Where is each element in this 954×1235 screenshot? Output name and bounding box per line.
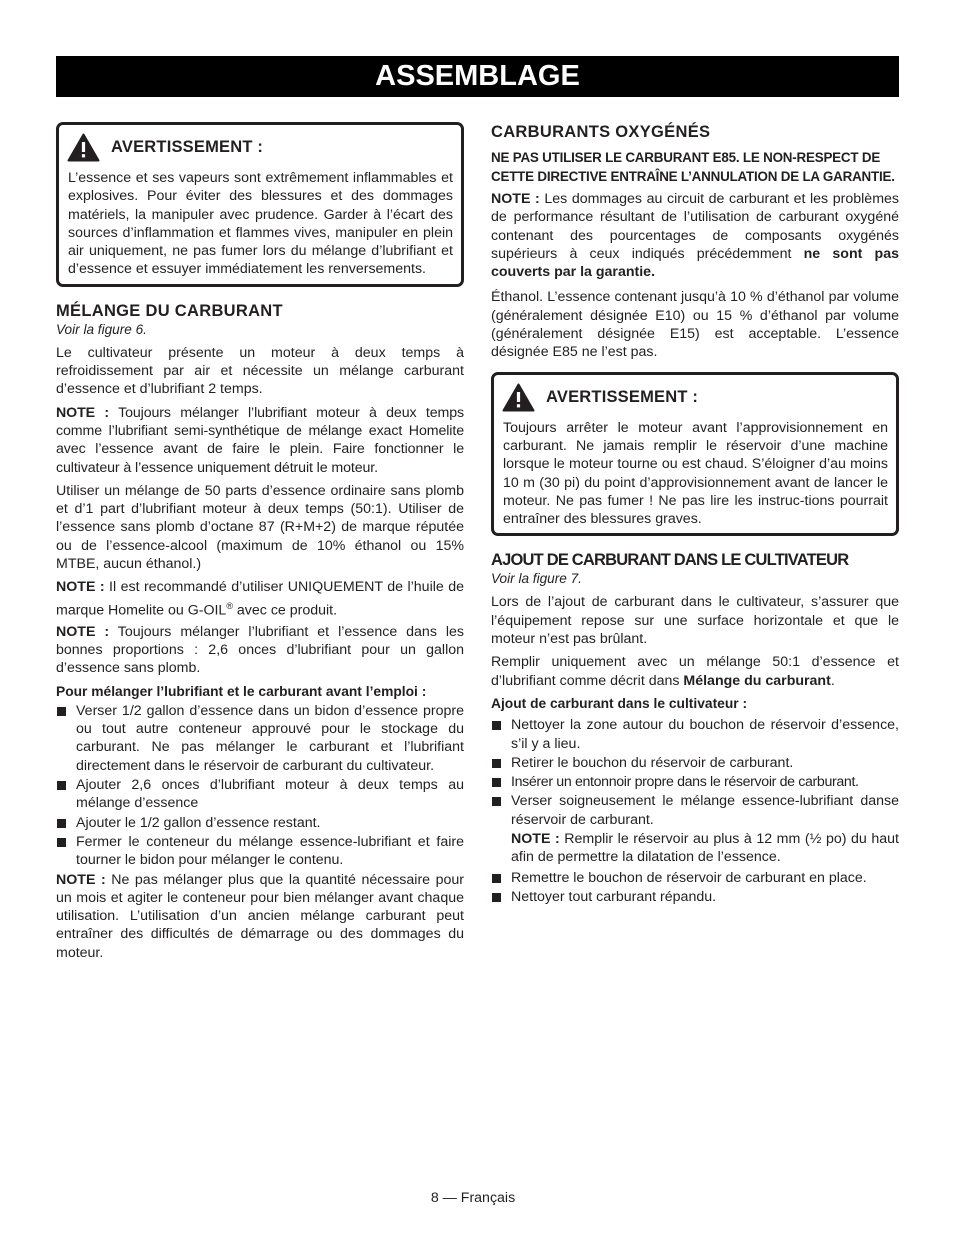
note-text: avec ce produit.	[232, 602, 338, 619]
bullet-square-icon	[57, 838, 66, 847]
warning-title: AVERTISSEMENT :	[111, 138, 264, 157]
section-heading-ajout: AJOUT DE CARBURANT DANS LE CULTIVATEUR	[491, 551, 849, 570]
section-reference: Mélange du carburant	[683, 672, 831, 689]
bullet-square-icon	[492, 797, 501, 806]
warning-title: AVERTISSEMENT :	[546, 388, 699, 407]
note-paragraph	[56, 871, 464, 962]
registered-mark: ®	[226, 600, 233, 611]
bullet-square-icon	[57, 819, 66, 828]
list-item-text: Retirer le bouchon du réservoir de carburant.	[511, 754, 794, 771]
inline-note	[491, 830, 899, 867]
bullet-square-icon	[57, 707, 66, 716]
list-item-text: Ajouter le 1/2 gallon d’essence restant.	[76, 814, 321, 831]
note-label: NOTE :	[511, 831, 560, 848]
note-text: Toujours mélanger l’lubrifiant moteur à deux temps comme l’lubrifiant semi-synthétique de mélange exact Homelite avec l’essence avant de faire le plein. Faire fonctionner le cultivateur à l’essence uniquement détruit le moteur.	[56, 404, 464, 476]
list-item	[56, 814, 464, 832]
steps-list	[491, 869, 899, 907]
paragraph: Le cultivateur présente un moteur à deux temps à refroidissement par air et nécessite un mélange carburant d’essence et d’lubrifiant 2 temps.	[56, 344, 464, 398]
list-item	[491, 716, 899, 753]
note-label: NOTE :	[56, 579, 105, 596]
warning-box-fuel	[56, 122, 464, 287]
warning-text: Toujours arrêter le moteur avant l’approvisionnement en carburant. Ne jamais remplir le réservoir d’une machine lorsque le moteur tourne ou est chaud. S’éloigner d’au moins 10 m (30 pi) du point d’approvisionnement avant de lancer le moteur. Ne pas fumer ! Ne pas lire les instruc-tions pourrait entraîner des blessures graves.	[503, 419, 888, 528]
page-title: ASSEMBLAGE	[56, 56, 899, 97]
list-item-text: Remettre le bouchon de réservoir de carburant en place.	[511, 869, 867, 886]
note-paragraph	[491, 190, 899, 281]
list-item-text: Verser soigneusement le mélange essence-lubrifiant danse réservoir de carburant.	[511, 793, 899, 828]
note-label: NOTE :	[491, 191, 540, 207]
list-item	[56, 776, 464, 813]
note-text: Toujours mélanger l’lubrifiant et l’essence dans les bonnes proportions : 2,6 onces d’lubrifiant pour un gallon d’essence sans plomb.	[56, 623, 464, 677]
figure-reference: Voir la figure 7.	[491, 571, 582, 587]
list-item-text: Fermer le conteneur du mélange essence-lubrifiant et faire tourner le bidon pour mélanger le contenu.	[76, 833, 464, 869]
list-item-text: Nettoyer tout carburant répandu.	[511, 888, 717, 905]
figure-reference: Voir la figure 6.	[56, 321, 147, 337]
list-item-text: Insérer un entonnoir propre dans le réservoir de carburant.	[511, 774, 859, 791]
steps-list	[56, 702, 464, 870]
section-heading-melange: MÉLANGE DU CARBURANT	[56, 301, 283, 320]
list-item	[491, 792, 899, 829]
paragraph: Lors de l’ajout de carburant dans le cultivateur, s’assurer que l’équipement repose sur une surface horizontale et que le moteur n’est pas brûlant.	[491, 594, 899, 648]
list-item-text: Ajouter 2,6 onces d’lubrifiant moteur à deux temps au mélange d’essence	[76, 777, 464, 812]
note-text: Ne pas mélanger plus que la quantité nécessaire pour un mois et agiter le conteneur pour bien mélanger avant chaque utilisation. L’utilisation d’un ancien mélange carburant peut entraîner des difficultés de démarrage ou des dommages du moteur.	[56, 871, 464, 961]
paragraph: Éthanol. L’essence contenant jusqu’à 10 % d’éthanol par volume (généralement désignée E10) ou 15 % d’éthanol par volume (généralement désignée E15) est acceptable. L’essence désignée E85 ne l’est pas.	[491, 289, 899, 361]
bullet-square-icon	[492, 759, 501, 768]
page-number: 8 — Français	[430, 1190, 516, 1206]
note-text: Les dommages au circuit de carburant et les problèmes de performance résultant de l’utilisation de carburant oxygéné contenant des pourcentages de composants oxygénés supérieurs à ceux indiqués précédemment	[491, 191, 900, 262]
steps-heading: Ajout de carburant dans le cultivateur :	[491, 695, 748, 711]
note-paragraph	[56, 623, 464, 678]
list-item	[56, 833, 464, 870]
warning-header	[502, 383, 888, 412]
bullet-square-icon	[492, 721, 501, 730]
warning-text: L’essence et ses vapeurs sont extrêmement inflammables et explosives. Pour éviter des blessures et des dommages matériels, la manipuler avec prudence. Garder à l’écart des sources d’inflammation et flammes vives, manipuler en plein air uniquement, ne pas fumer lors du mélange d’lubrifiant et d’essence et essuyer immédiatement les renversements.	[68, 170, 453, 278]
page-footer	[0, 1189, 954, 1207]
warning-box-refuel	[491, 372, 899, 537]
section-heading-oxygenes: CARBURANTS OXYGÉNÉS	[491, 123, 711, 141]
left-column	[56, 122, 464, 967]
steps-list	[491, 716, 899, 829]
list-item	[491, 773, 899, 791]
note-label: NOTE :	[56, 871, 106, 888]
bullet-square-icon	[492, 893, 501, 902]
paragraph-text: Remplir uniquement avec un mélange 50:1 d’essence et d’lubrifiant comme décrit dans	[491, 654, 899, 689]
note-bold-text: ne sont pas couverts par la garantie.	[491, 245, 899, 281]
note-label: NOTE :	[56, 404, 109, 421]
list-item-text: Nettoyer la zone autour du bouchon de réservoir d’essence, s’il y a lieu.	[511, 717, 899, 752]
warning-triangle-icon	[67, 133, 100, 162]
list-item	[56, 702, 464, 775]
list-item	[491, 888, 899, 906]
note-text: Remplir le réservoir au plus à 12 mm (½ po) du haut afin de permettre la dilatation de l’essence.	[511, 831, 899, 866]
note-paragraph	[56, 578, 464, 619]
paragraph-text: .	[830, 672, 835, 689]
paragraph: Utiliser un mélange de 50 parts d’essence ordinaire sans plomb et d’1 part d’lubrifiant moteur à deux temps (50:1). Utiliser de l’essence sans plomb d’octane 87 (R+M+2) de marque réputée ou de l’essence-alcool (maximum de 10% éthanol ou 15% MTBE, aucun éthanol.)	[56, 482, 464, 573]
bullet-square-icon	[57, 781, 66, 790]
list-item	[491, 869, 899, 887]
list-item	[491, 754, 899, 772]
warning-triangle-icon	[502, 383, 535, 412]
right-column	[491, 122, 899, 907]
paragraph	[491, 653, 899, 690]
list-item-text: Verser 1/2 gallon d’essence dans un bidon d’essence propre ou tout autre conteneur approuvé pour le stockage du carburant. Ne pas mélanger le carburant et l’lubrifiant directement dans le réservoir de carburant du cultivateur.	[76, 702, 464, 774]
caps-warning: NE PAS UTILISER LE CARBURANT E85. LE NON-RESPECT DE CETTE DIRECTIVE ENTRAÎNE L’ANNULATION DE LA GARANTIE.	[491, 150, 895, 184]
note-label: NOTE :	[56, 623, 110, 640]
warning-header	[67, 133, 453, 162]
note-paragraph	[56, 404, 464, 477]
bullet-square-icon	[492, 778, 501, 787]
bullet-square-icon	[492, 874, 501, 883]
steps-heading: Pour mélanger l’lubrifiant et le carburant avant l’emploi :	[56, 683, 427, 699]
note-text: Il est recommandé d’utiliser UNIQUEMENT de l’huile de marque Homelite ou G-OIL	[56, 579, 464, 619]
